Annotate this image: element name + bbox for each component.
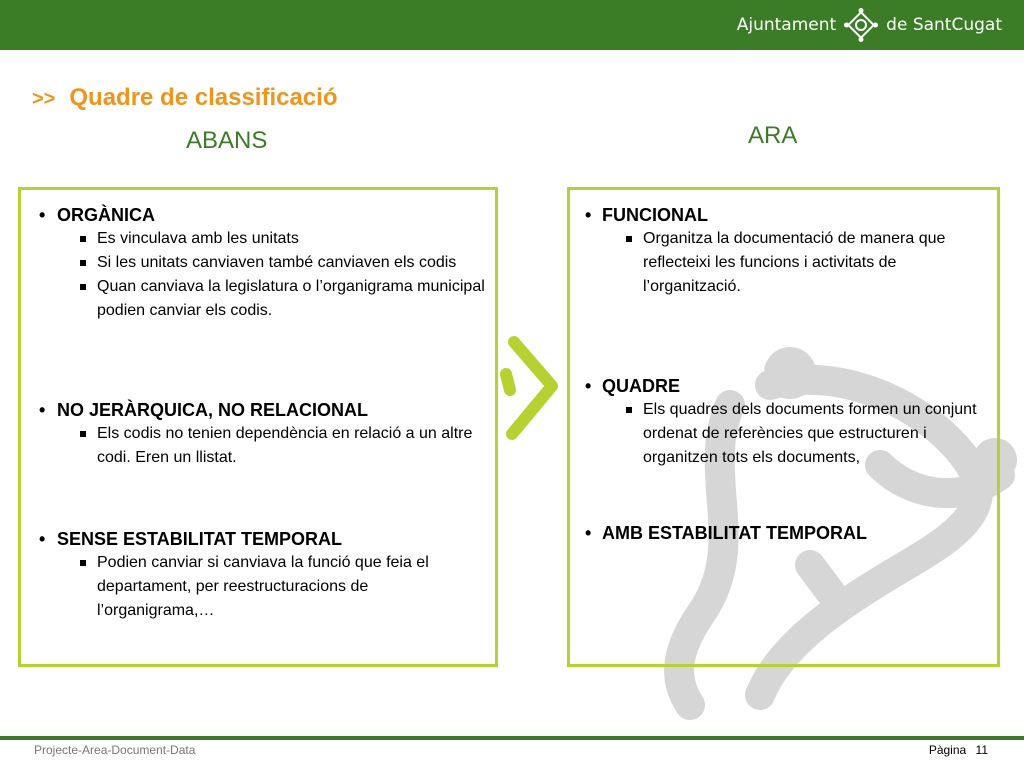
footer-project-name: Projecte-Area-Document-Data (34, 743, 196, 757)
bullet-marker: • (39, 400, 46, 420)
bullet-marker: • (585, 205, 592, 225)
sub-list (570, 227, 997, 299)
sub-list (21, 227, 495, 323)
sub-list (21, 551, 495, 623)
section-quadre (570, 374, 997, 470)
before-panel (18, 187, 498, 667)
chevron-right-icon (496, 330, 566, 450)
list-item: Podien canviar si canviava la funció que feia el departament, per reestructuracions de l’organigrama,… (21, 551, 495, 623)
heading-abans: ABANS (186, 127, 268, 154)
sub-list (21, 422, 495, 470)
heading-ara: ARA (748, 122, 798, 149)
list-item: Els quadres dels documents formen un conjunt ordenat de referències que estructuren i organitzen tots els documents, (570, 398, 997, 470)
section-sense-estabilitat (21, 527, 495, 623)
sant-cugat-emblem-icon (844, 8, 878, 42)
list-item: Quan canviava la legislatura o l’organigrama municipal podien canviar els codis. (21, 275, 495, 323)
list-item: Es vinculava amb les unitats (21, 227, 495, 251)
brand-right-text: de SantCugat (886, 15, 1002, 35)
section-organica (21, 203, 495, 323)
page-number: 11 (975, 743, 988, 757)
bullet-marker: • (585, 523, 592, 543)
list-item: Els codis no tenien dependència en relació a un altre codi. Eren un llistat. (21, 422, 495, 470)
slide-title-row (32, 84, 337, 112)
header-bar (0, 0, 1024, 50)
footer-divider (0, 736, 1024, 740)
section-amb-estabilitat (570, 521, 997, 545)
section-title: • FUNCIONAL (585, 205, 708, 225)
list-item: Organitza la documentació de manera que reflecteixi les funcions i activitats de l’organització. (570, 227, 997, 299)
after-panel (567, 187, 1000, 667)
bullet-marker: • (585, 376, 592, 396)
brand-left-text: Ajuntament (736, 15, 837, 35)
title-chevrons: >> (32, 88, 56, 110)
list-item: Si les unitats canviaven també canviaven els codis (21, 251, 495, 275)
sub-list (570, 398, 997, 470)
brand-logo (737, 8, 1002, 42)
section-title: • SENSE ESTABILITAT TEMPORAL (39, 529, 343, 549)
bullet-marker: • (39, 205, 46, 225)
page-title: Quadre de classificació (69, 84, 338, 111)
section-no-jerarquica (21, 398, 495, 470)
page-label: Pàgina (928, 743, 967, 757)
section-title: • ORGÀNICA (39, 205, 155, 225)
page-indicator (929, 743, 988, 757)
section-title: • NO JERÀRQUICA, NO RELACIONAL (39, 400, 369, 420)
section-funcional (570, 203, 997, 299)
section-title: • AMB ESTABILITAT TEMPORAL (585, 523, 867, 543)
bullet-marker: • (39, 529, 46, 549)
section-title: • QUADRE (585, 376, 681, 396)
